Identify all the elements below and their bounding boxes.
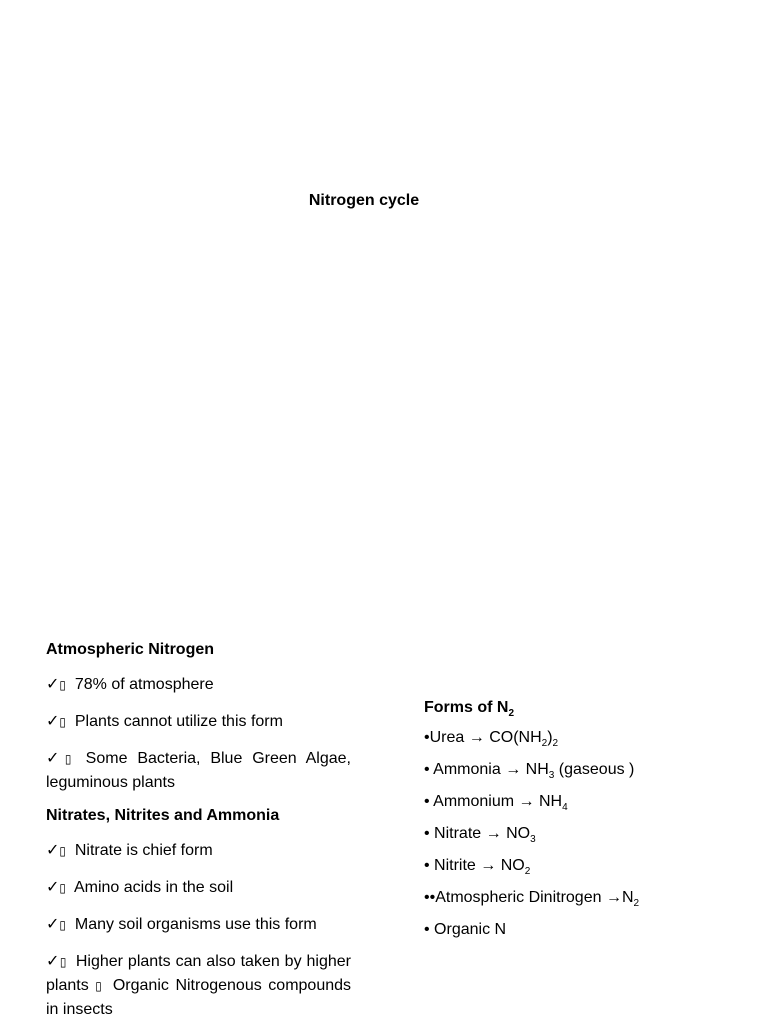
missing-glyph-icon: ▯ [59, 918, 67, 932]
missing-glyph-icon: ▯ [59, 955, 67, 969]
list-item: ✓▯ 78% of atmosphere [46, 672, 351, 697]
forms-heading: Forms of $N_2$ [424, 699, 515, 719]
list-item: ✓▯ Nitrate is chief form [46, 838, 351, 863]
list-item: • Nitrate → $NO_3$ [424, 825, 536, 845]
missing-glyph-icon: ▯ [59, 844, 67, 858]
arrow-icon: → [485, 825, 502, 842]
page-title: Nitrogen cycle [308, 192, 420, 209]
checkmark-icon: ✓ [46, 711, 60, 730]
list-item: ✓▯ Plants cannot utilize this form [46, 709, 351, 734]
left-column [46, 640, 351, 1033]
checkmark-icon: ✓ [46, 951, 60, 970]
arrow-icon: → [505, 761, 522, 778]
list-item: •Urea → $CO(NH_2)_2$ [424, 729, 559, 749]
missing-glyph-icon: ▯ [59, 678, 67, 692]
checkmark-icon: ✓ [46, 877, 60, 896]
list-item: ✓▯ Some Bacteria, Blue Green Algae, leguminous plants [46, 748, 351, 791]
list-item: • Nitrite → $NO_2$ [424, 857, 531, 877]
missing-glyph-icon: ▯ [59, 715, 67, 729]
missing-glyph-icon: ▯ [95, 979, 102, 993]
right-column [424, 698, 754, 952]
list-item: ✓▯ Higher plants can also taken by higher plants ▯ Organic Nitrogenous compounds in insects [46, 951, 352, 1018]
arrow-icon: → [480, 857, 497, 874]
missing-glyph-icon: ▯ [64, 752, 72, 766]
arrow-icon: → [468, 729, 485, 746]
list-item: • Organic N [424, 921, 507, 938]
list-item: ✓▯ Many soil organisms use this form [46, 912, 351, 937]
list-item: ✓▯ Amino acids in the soil [46, 875, 351, 900]
missing-glyph-icon: ▯ [59, 881, 67, 895]
list-item: • Ammonium → $NH_4$ [424, 793, 568, 813]
section-heading-nitrates: Nitrates, Nitrites and Ammonia [46, 807, 280, 824]
arrow-icon: → [518, 793, 535, 810]
checkmark-icon: ✓ [46, 914, 60, 933]
checkmark-icon: ✓ [46, 674, 60, 693]
list-item: ••Atmospheric Dinitrogen $\to N_2$ [424, 889, 640, 909]
section-heading-atmospheric: Atmospheric Nitrogen [46, 641, 215, 658]
list-item: • Ammonia → $NH_3$ (gaseous ) [424, 761, 635, 781]
checkmark-icon: ✓ [46, 840, 60, 859]
arrow-icon: → [605, 889, 622, 906]
checkmark-icon: ✓ [46, 748, 65, 767]
